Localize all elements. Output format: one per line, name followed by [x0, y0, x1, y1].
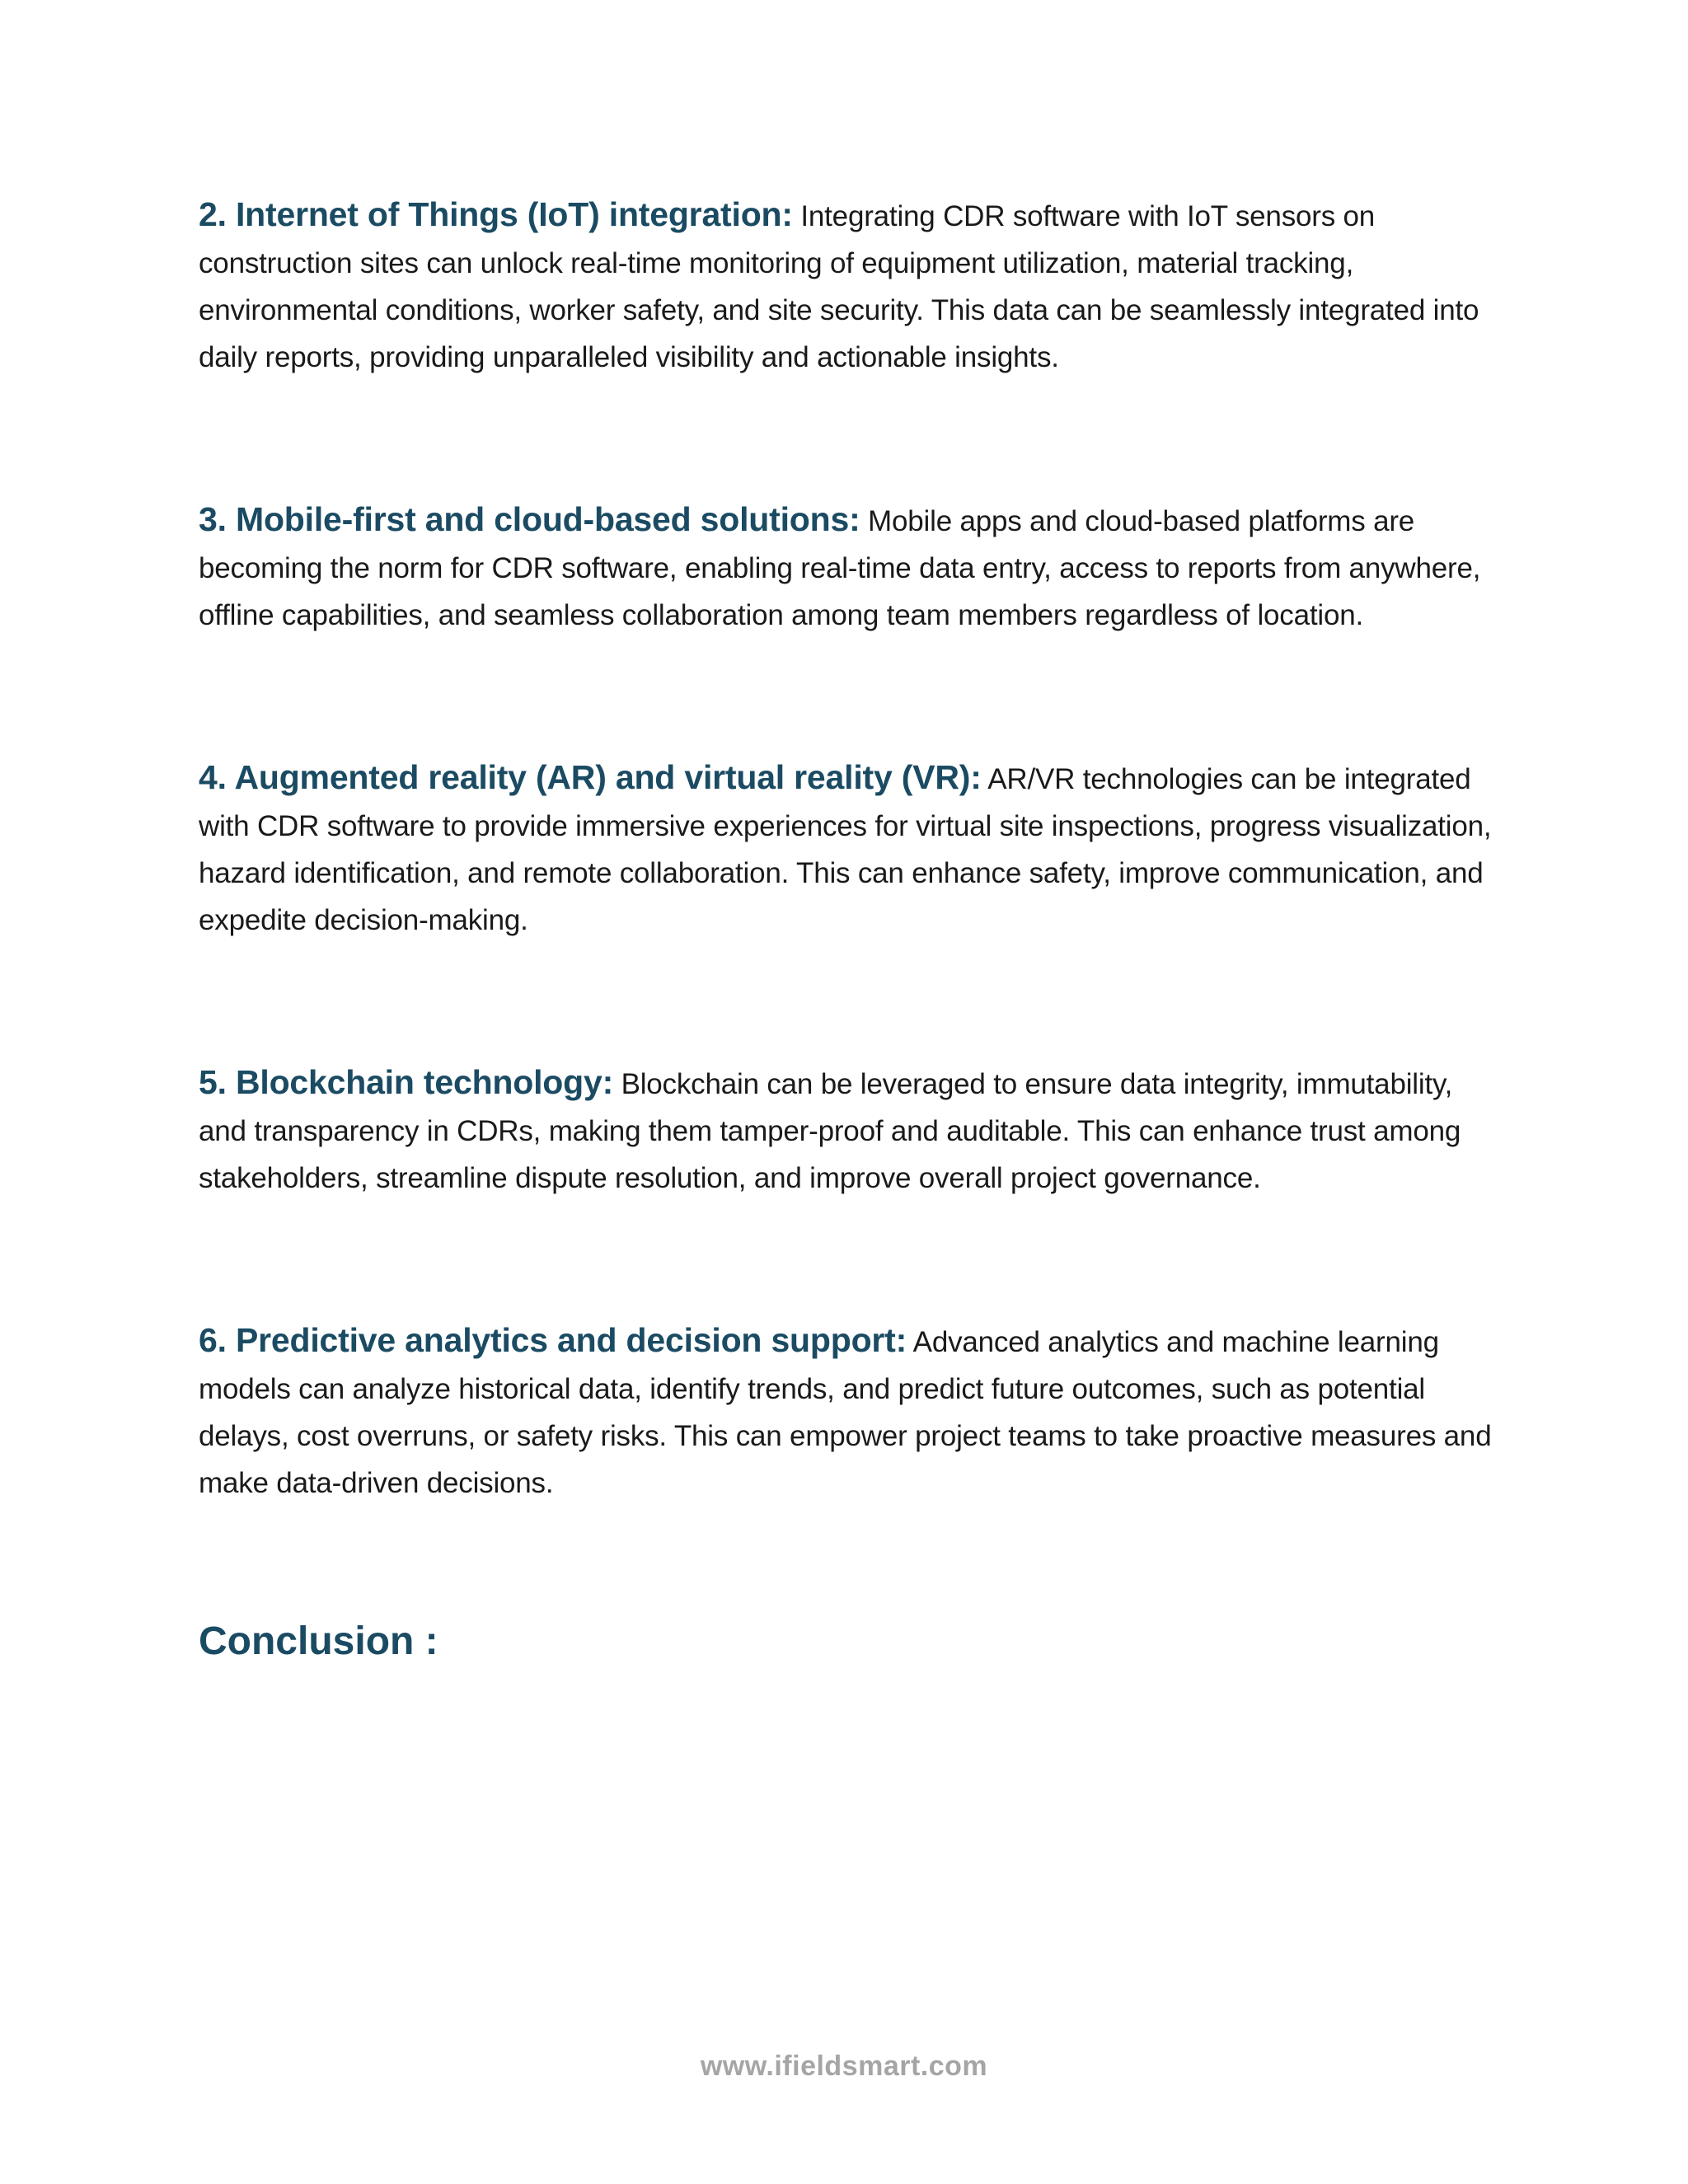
- section-body: Integrating CDR software with IoT sensors on construction sites can unlock real-time monitoring of equipment utilization, material tracking, environmental conditions, worker safety, and site security. This data can be seamlessly integrated into daily reports, providing unparalleled visibility and actionable insights.: [199, 200, 1479, 373]
- section-body: Mobile apps and cloud-based platforms are becoming the norm for CDR software, enabling real-time data entry, access to reports from anywhere, offline capabilities, and seamless collaboration among team members regardless of location.: [199, 505, 1481, 631]
- section-heading: 3. Mobile-first and cloud-based solutions:: [199, 500, 860, 538]
- section-body: Advanced analytics and machine learning models can analyze historical data, identify trends, and predict future outcomes, such as potential delays, cost overruns, or safety risks. This can empower project teams to take proactive measures and make data-driven decisions.: [199, 1326, 1492, 1499]
- section-body: AR/VR technologies can be integrated with CDR software to provide immersive experiences for virtual site inspections, progress visualization, hazard identification, and remote collaboration. This can enhance safety, improve communication, and expedite decision-making.: [199, 763, 1492, 936]
- document-content: [199, 191, 1493, 1699]
- section-blockchain: [199, 1059, 1493, 1202]
- section-ar-vr: [199, 754, 1493, 944]
- section-heading: 4. Augmented reality (AR) and virtual reality (VR):: [199, 758, 982, 796]
- section-heading: 6. Predictive analytics and decision support:: [199, 1321, 907, 1359]
- section-mobile-cloud: [199, 496, 1493, 639]
- section-heading: 2. Internet of Things (IoT) integration:: [199, 195, 793, 233]
- section-predictive-analytics: [199, 1317, 1493, 1507]
- conclusion-heading: Conclusion :: [199, 1619, 438, 1663]
- section-heading: 5. Blockchain technology:: [199, 1063, 614, 1101]
- section-iot-integration: [199, 191, 1493, 381]
- footer-website-link[interactable]: www.ifieldsmart.com: [700, 2050, 988, 2082]
- section-body: Blockchain can be leveraged to ensure data integrity, immutability, and transparency in CDRs, making them tamper-proof and auditable. This can enhance trust among stakeholders, streamline dispute resolution, and improve overall project governance.: [199, 1068, 1461, 1194]
